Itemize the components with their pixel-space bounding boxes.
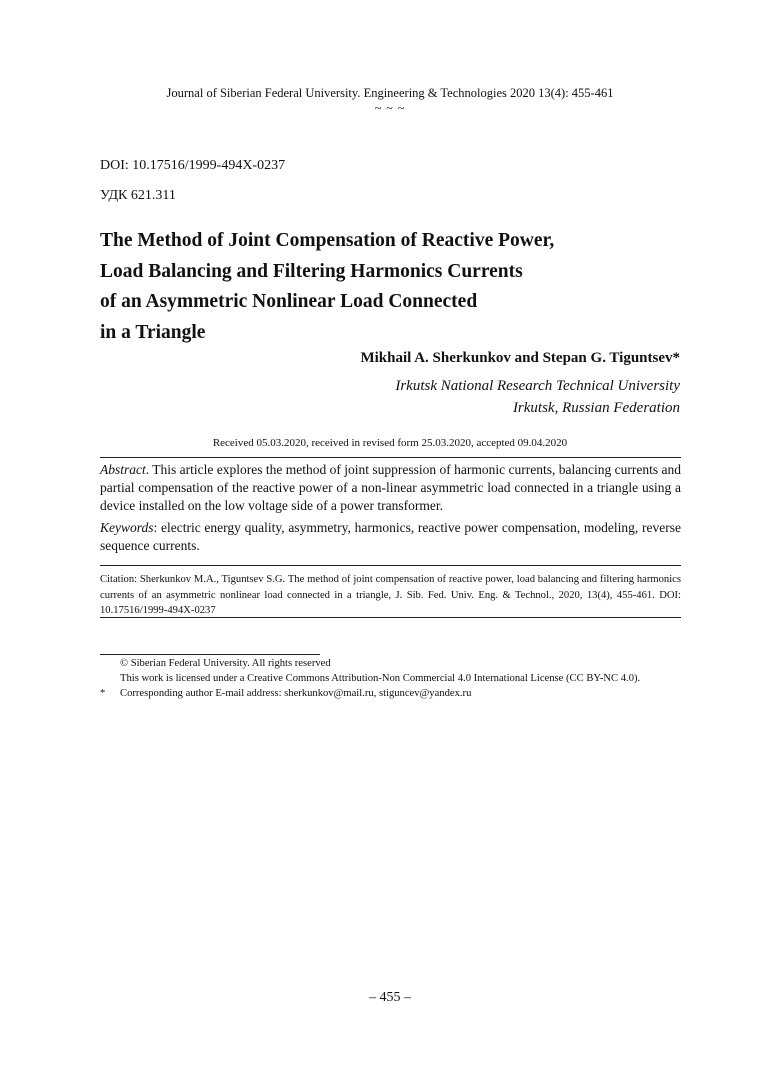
abstract-text: . This article explores the method of joint suppression of harmonic currents, balancing currents and partial compensation of the reactive power of a non-linear asymmetric load connected in a triangle using a device installed on the low voltage side of a power transformer. <box>100 462 681 513</box>
corresponding-text: Corresponding author E-mail address: sherkunkov@mail.ru, stiguncev@yandex.ru <box>120 688 472 699</box>
affiliation-location: Irkutsk, Russian Federation <box>512 399 680 416</box>
keywords-text: : electric energy quality, asymmetry, harmonics, reactive power compensation, modeling, reverse sequence currents. <box>100 520 681 553</box>
paper-title <box>100 226 690 348</box>
footnote-divider <box>100 654 320 655</box>
affiliation-institution: Irkutsk National Research Technical University <box>395 378 680 394</box>
received-dates: Received 05.03.2020, received in revised form 25.03.2020, accepted 09.04.2020 <box>212 437 568 449</box>
journal-header: Journal of Siberian Federal University. Engineering & Technologies 2020 13(4): 455-461 <box>166 86 614 100</box>
copyright-text: © Siberian Federal University. All rights reserved <box>120 658 331 669</box>
udk: УДК 621.311 <box>100 188 176 203</box>
divider <box>100 617 681 618</box>
footnote-mark: * <box>100 688 106 699</box>
page-number: – 455 – <box>369 990 411 1005</box>
divider <box>100 457 681 458</box>
authors: Mikhail A. Sherkunkov and Stepan G. Tiguntsev* <box>360 350 680 366</box>
keywords <box>100 519 681 555</box>
title-line: The Method of Joint Compensation of Reactive Power, <box>100 230 555 251</box>
affiliation <box>395 376 680 419</box>
divider <box>100 565 681 566</box>
title-line: Load Balancing and Filtering Harmonics Currents <box>100 260 523 282</box>
doi: DOI: 10.17516/1999-494X-0237 <box>100 158 286 173</box>
header-ornament: ~ ~ ~ <box>374 101 406 115</box>
keywords-label: Keywords <box>100 520 154 535</box>
title-line: in a Triangle <box>100 321 206 343</box>
license-text: This work is licensed under a Creative Commons Attribution-Non Commercial 4.0 International License (CC BY-NC 4.0). <box>120 673 641 684</box>
citation: Citation: Sherkunkov M.A., Tiguntsev S.G. The method of joint compensation of reactive power, load balancing and filtering harmonics currents of an asymmetric nonlinear load connected in a triangle, J. Sib. Fed. Univ. Eng. & Technol., 2020, 13(4), 455-461. DOI: 10.17516/1999-494X-0237 <box>100 574 681 616</box>
abstract-label: Abstract <box>100 462 146 477</box>
title-line: of an Asymmetric Nonlinear Load Connected <box>100 291 478 312</box>
abstract <box>100 461 681 515</box>
